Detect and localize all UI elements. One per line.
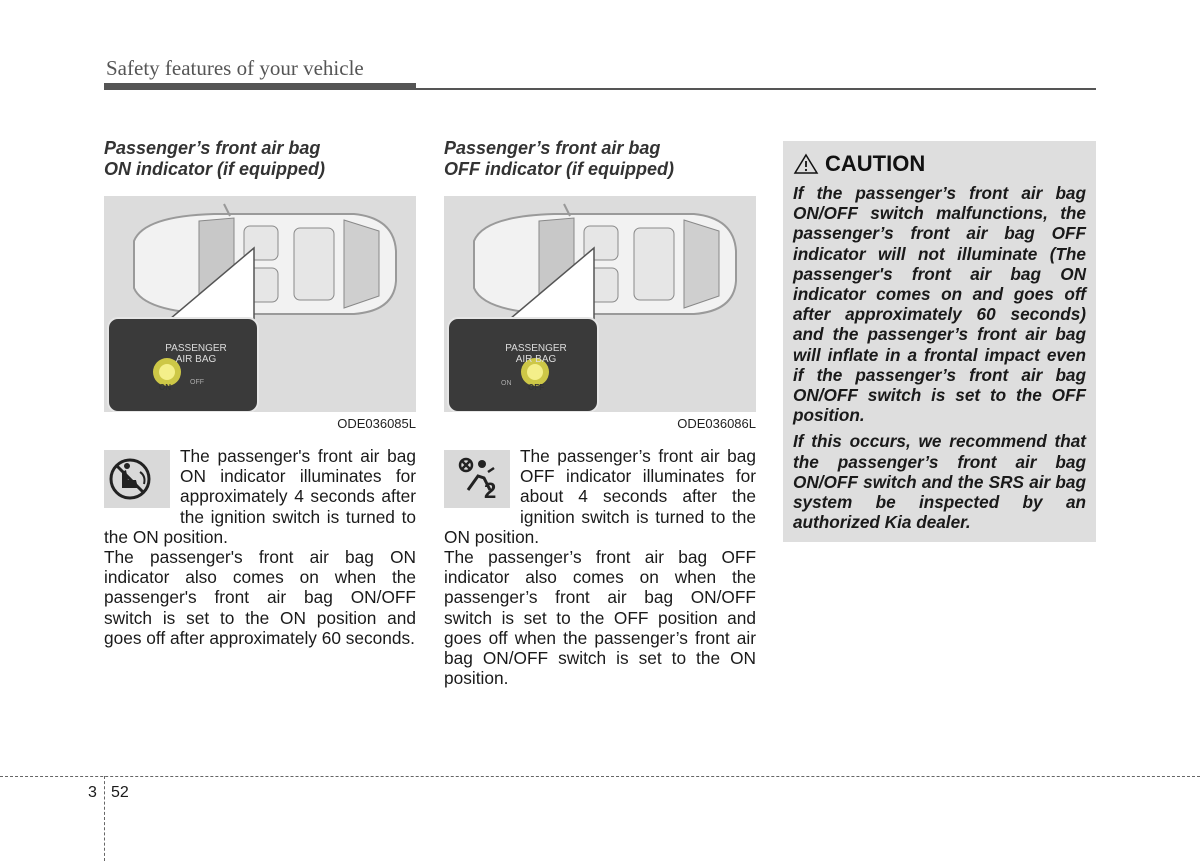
footer-vertical-rule (104, 776, 105, 861)
figure-code: ODE036086L (677, 416, 756, 431)
figure-code: ODE036085L (337, 416, 416, 431)
caution-header (793, 151, 1086, 177)
panel-label-line2: AIR BAG (175, 354, 217, 365)
heading-line-2: ON indicator (if equipped) (104, 159, 325, 179)
panel-label (144, 343, 248, 365)
intro-paragraph (444, 446, 756, 547)
intro-paragraph (104, 446, 416, 547)
section-on-indicator (104, 138, 416, 648)
caution-paragraph-1: If the passenger’s front air bag ON/OFF switch malfunctions, the passenger’s front air bag OFF indicator will not illuminate (The passenger's front air bag ON indicator comes on and goes off after approximately 60 seconds) and the passenger’s front air bag will inflate in a frontal impact even if the passenger’s front air bag ON/OFF switch is set to the OFF position. (793, 183, 1086, 426)
figure-on-indicator (104, 196, 416, 412)
panel-label (484, 343, 588, 365)
warning-triangle-icon (793, 153, 819, 175)
airbag-on-icon (104, 450, 170, 508)
figure-off-indicator (444, 196, 756, 412)
section-heading-off (444, 138, 756, 184)
page-header-title: Safety features of your vehicle (106, 56, 364, 80)
chapter-number: 3 (88, 784, 97, 801)
icon-number: 2 (484, 478, 497, 503)
panel-label-line1: PASSENGER (165, 343, 227, 354)
airbag-off-icon (444, 450, 510, 508)
off-label: OFF (190, 379, 204, 386)
heading-line-1: Passenger’s front air bag (444, 138, 661, 158)
heading-line-1: Passenger’s front air bag (104, 138, 321, 158)
intro-text: The passenger’s front air bag OFF indicator illuminates for about 4 seconds after the ignition switch is turned to the ON position. (444, 446, 756, 547)
body-text: The passenger’s front air bag OFF indicator also comes on when the passenger’s front air bag ON/OFF switch is set to the OFF position and goes off when the passenger’s front air bag ON/OFF switch is set to the ON position. (444, 547, 756, 689)
section-heading-on (104, 138, 416, 184)
caution-box (783, 141, 1096, 542)
caution-paragraph-2: If this occurs, we recommend that the passenger’s front air bag ON/OFF switch and the SRS air bag system be inspected by an authorized Kia dealer. (793, 431, 1086, 533)
intro-text: The passenger's front air bag ON indicator illuminates for approximately 4 seconds after the ignition switch is turned to the ON position. (104, 446, 416, 547)
body-text: The passenger's front air bag ON indicator also comes on when the passenger's front air bag ON/OFF switch is set to the ON position and goes off after approximately 60 seconds. (104, 547, 416, 648)
on-label: ON (501, 380, 512, 387)
header-rule-thin (104, 88, 1096, 90)
page-number: 52 (111, 784, 129, 801)
heading-line-2: OFF indicator (if equipped) (444, 159, 674, 179)
footer-rule (0, 776, 1200, 777)
panel-label-line2: AIR BAG (515, 354, 557, 365)
panel-label-line1: PASSENGER (505, 343, 567, 354)
section-off-indicator (444, 138, 756, 688)
caution-title: CAUTION (825, 151, 926, 176)
car-top-view-illustration (104, 196, 416, 412)
car-top-view-illustration (444, 196, 756, 412)
on-label: ON (159, 383, 171, 392)
off-label: OFF (528, 383, 544, 392)
